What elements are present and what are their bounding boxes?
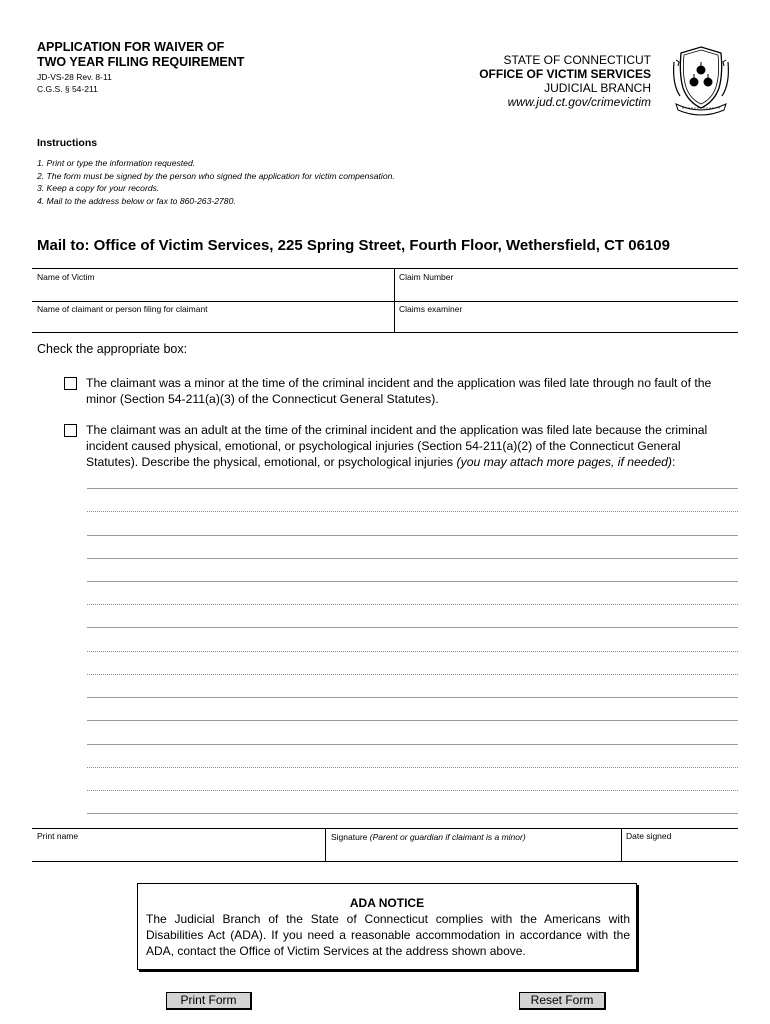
signature-label [331, 832, 526, 842]
ada-notice-body: The Judicial Branch of the State of Connecticut complies with the Americans with Disabilities Act (ADA). If you need a reasonable accommodation in accordance with the ADA, contact the Office of Victim Services at the address shown above. [146, 912, 630, 958]
print-name-field[interactable] [33, 841, 323, 860]
writing-line [87, 813, 738, 814]
writing-line [87, 627, 738, 628]
signature-bottom-rule [32, 861, 738, 862]
state-seal-icon [670, 44, 732, 116]
form-meta [37, 71, 112, 95]
agency-state: STATE OF CONNECTICUT [503, 53, 651, 67]
print-form-button[interactable]: Print Form [166, 992, 252, 1010]
field-column-divider [394, 268, 395, 332]
signature-top-rule [32, 828, 738, 829]
date-signed-label: Date signed [626, 831, 672, 841]
field-divider [32, 301, 738, 302]
writing-line [87, 744, 738, 745]
reset-form-button[interactable]: Reset Form [519, 992, 606, 1010]
writing-line [87, 581, 738, 582]
writing-line [87, 558, 738, 559]
print-name-label: Print name [37, 831, 79, 841]
mail-to-address: Mail to: Office of Victim Services, 225 Spring Street, Fourth Floor, Wethersfield, CT 06109 [37, 237, 670, 254]
claim-number-field[interactable] [396, 281, 736, 299]
agency-branch: JUDICIAL BRANCH [544, 81, 651, 95]
writing-line [87, 604, 738, 605]
instruction-item: 3. Keep a copy for your records. [37, 183, 160, 193]
signature-field[interactable] [327, 843, 619, 860]
check-box-label: Check the appropriate box: [37, 342, 188, 356]
agency-office: OFFICE OF VICTIM SERVICES [479, 67, 651, 81]
instruction-item: 4. Mail to the address below or fax to 860-263-2780. [37, 195, 236, 206]
writing-line [87, 488, 738, 489]
ada-notice-box [137, 883, 637, 970]
claims-examiner-field[interactable] [396, 313, 736, 331]
victim-name-label: Name of Victim [37, 272, 95, 282]
signature-divider [325, 828, 326, 861]
writing-line [87, 697, 738, 698]
statute-reference: C.G.S. § 54-211 [37, 84, 98, 94]
claimant-name-field[interactable] [33, 313, 391, 331]
adult-option-text [86, 422, 736, 470]
claims-examiner-label: Claims examiner [399, 304, 463, 314]
field-bottom-rule [32, 332, 738, 333]
date-divider [621, 828, 622, 861]
writing-line [87, 535, 738, 536]
writing-line [87, 767, 738, 768]
writing-line [87, 651, 738, 652]
agency-block [479, 53, 651, 109]
field-top-rule [32, 268, 738, 269]
date-signed-field[interactable] [623, 841, 736, 860]
signature-note: (Parent or guardian if claimant is a minor) [369, 832, 526, 842]
claimant-name-label: Name of claimant or person filing for claimant [37, 304, 208, 314]
instructions-list [37, 157, 395, 207]
adult-checkbox[interactable] [64, 424, 77, 437]
claim-number-label: Claim Number [399, 272, 454, 282]
adult-option-colon: : [671, 455, 676, 469]
form-title-line1: APPLICATION FOR WAIVER OF [37, 40, 225, 54]
form-number: JD-VS-28 Rev. 8-11 [37, 72, 112, 82]
agency-url: www.jud.ct.gov/crimevictim [507, 95, 651, 109]
minor-checkbox[interactable] [64, 377, 77, 390]
ada-notice-title: ADA NOTICE [349, 896, 425, 910]
instruction-item: 1. Print or type the information requested. [37, 158, 196, 168]
writing-line [87, 720, 738, 721]
writing-line [87, 674, 738, 675]
adult-option-main: The claimant was an adult at the time of the criminal incident and the application was filed late because the criminal incident caused physical, emotional, or psychological injuries (Section 54-211(a)(2) of the Connecticut General Statutes). Describe the physical, emotional, or psychological injuries [86, 423, 708, 469]
instructions-heading: Instructions [37, 137, 98, 149]
form-title-line2: TWO YEAR FILING REQUIREMENT [37, 55, 245, 69]
writing-line [87, 790, 738, 791]
victim-name-field[interactable] [33, 281, 391, 299]
signature-label-text: Signature [331, 832, 368, 842]
minor-option-text: The claimant was a minor at the time of the criminal incident and the application was filed late through no fault of the minor (Section 54-211(a)(3) of the Connecticut General Statutes). [86, 376, 712, 406]
form-title [37, 40, 244, 70]
adult-option-note: (you may attach more pages, if needed) [456, 455, 672, 469]
instruction-item: 2. The form must be signed by the person who signed the application for victim compensation. [37, 170, 395, 181]
writing-line [87, 511, 738, 512]
